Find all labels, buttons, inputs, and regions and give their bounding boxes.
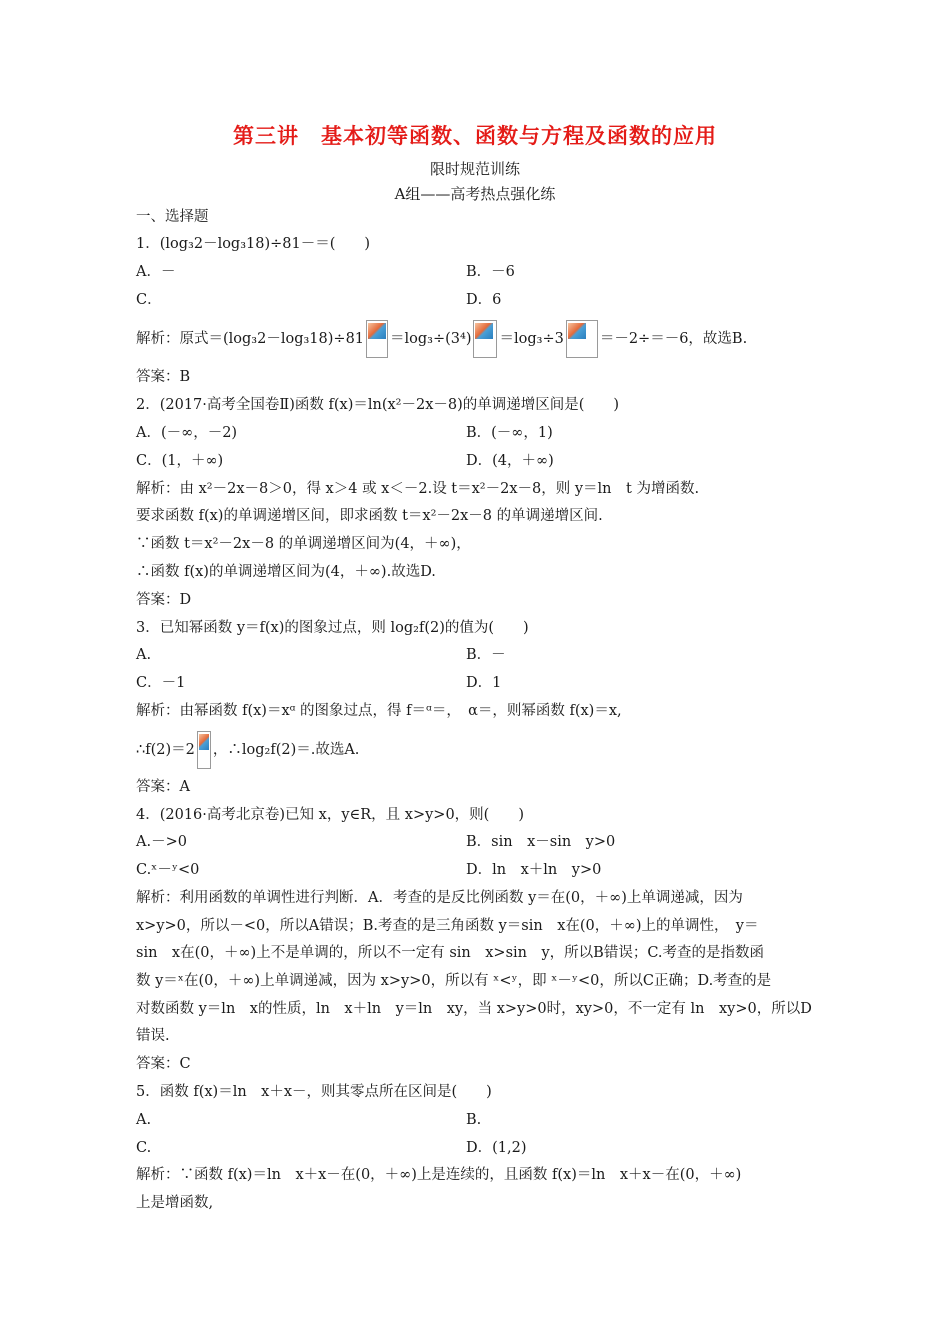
question-4: 4．(2016·高考北京卷)已知 x，y∈R，且 x>y>0，则( ) (136, 807, 524, 823)
q4-option-a: A.－>0 (136, 834, 187, 850)
q1-answer: 答案：B (136, 369, 191, 385)
q1-option-a: A．－ (136, 264, 176, 280)
subtitle-practice: 限时规范训练 (429, 160, 520, 178)
q4-solution-line4: 数 y＝ˣ在(0，＋∞)上单调递减，因为 x>y>0，所以有 ˣ<ʸ，即 ˣ－ʸ<0，所以C正确；D.考查的是 (136, 973, 772, 989)
q5-option-d: D．(1,2) (466, 1140, 527, 1156)
q3-answer: 答案：A (136, 779, 190, 795)
q4-option-d: D．ln x＋ln y>0 (466, 862, 602, 878)
q5-option-a: A. (136, 1112, 152, 1128)
q3-solution-part2: ，∴log₂f(2)＝.故选A. (212, 742, 360, 758)
q3-solution-line2 (136, 731, 359, 769)
q2-option-c: C．(1，＋∞) (136, 453, 224, 469)
q3-option-b: B．－ (466, 647, 506, 663)
q1-solution-part3: ＝log₃÷3 (499, 331, 564, 347)
page-title: 第三讲 基本初等函数、函数与方程及函数的应用 (233, 123, 717, 148)
section-heading: 一、选择题 (136, 209, 209, 225)
broken-image-icon (566, 320, 598, 358)
q5-option-c: C. (136, 1140, 152, 1156)
broken-image-icon (197, 731, 211, 769)
q2-answer: 答案：D (136, 592, 192, 608)
q3-option-c: C．－1 (136, 675, 186, 691)
q3-solution-line1: 解析：由幂函数 f(x)＝xᵅ 的图象过点，得 f＝ᵅ＝， α＝，则幂函数 f(x)＝x, (136, 703, 622, 719)
q3-option-d: D．1 (466, 675, 502, 691)
q1-solution (136, 320, 747, 358)
question-1: 1．(log₃2－log₃18)÷81－＝( ) (136, 236, 371, 252)
q4-solution-line1: 解析：利用函数的单调性进行判断．A．考查的是反比例函数 y＝在(0，＋∞)上单调递减，因为 (136, 890, 743, 906)
q1-option-b: B．－6 (466, 264, 515, 280)
q4-solution-line2: x>y>0，所以－<0，所以A错误；B.考查的是三角函数 y＝sin x在(0，＋∞)上的单调性， y＝ (136, 918, 759, 934)
q4-answer: 答案：C (136, 1056, 191, 1072)
q2-option-d: D．(4，＋∞) (466, 453, 554, 469)
q4-option-c: C.ˣ－ʸ<0 (136, 862, 200, 878)
q1-solution-part4: ＝－2÷＝－6，故选B. (599, 331, 748, 347)
q2-option-a: A．(－∞，－2) (136, 425, 238, 441)
q2-solution-line4: ∴函数 f(x)的单调递增区间为(4，＋∞).故选D. (136, 564, 436, 580)
q1-solution-part1: 解析：原式＝(log₃2－log₃18)÷81 (136, 331, 365, 347)
q4-option-b: B．sin x－sin y>0 (466, 834, 616, 850)
question-5: 5．函数 f(x)＝ln x＋x－，则其零点所在区间是( ) (136, 1084, 492, 1100)
q2-solution-line1: 解析：由 x²－2x－8＞0，得 x＞4 或 x＜－2.设 t＝x²－2x－8，则 y＝ln t 为增函数. (136, 481, 700, 497)
q5-solution-line1: 解析：∵函数 f(x)＝ln x＋x－在(0，＋∞)上是连续的，且函数 f(x)＝ln x＋x－在(0，＋∞) (136, 1167, 742, 1183)
broken-image-icon (366, 320, 388, 358)
q4-solution-line6: 错误. (136, 1028, 170, 1044)
question-3: 3．已知幂函数 y＝f(x)的图象过点，则 log₂f(2)的值为( ) (136, 620, 529, 636)
q5-solution-line2: 上是增函数, (136, 1195, 214, 1211)
broken-image-icon (473, 320, 497, 358)
q3-option-a: A. (136, 647, 152, 663)
q2-option-b: B．(－∞，1) (466, 425, 553, 441)
q2-solution-line2: 要求函数 f(x)的单调递增区间，即求函数 t＝x²－2x－8 的单调递增区间. (136, 508, 603, 524)
q4-solution-line5: 对数函数 y＝ln x的性质，ln x＋ln y＝ln xy，当 x>y>0时，xy>0，不一定有 ln xy>0，所以D (136, 1001, 812, 1017)
q1-option-d: D．6 (466, 292, 502, 308)
q1-solution-part2: ＝log₃÷(3⁴) (390, 331, 472, 347)
q5-option-b: B. (466, 1112, 482, 1128)
q4-solution-line3: sin x在(0，＋∞)上不是单调的，所以不一定有 sin x>sin y，所以B错误；C.考查的是指数函 (136, 945, 765, 961)
q3-solution-part1: ∴f(2)＝2 (136, 742, 195, 758)
question-2: 2．(2017·高考全国卷Ⅱ)函数 f(x)＝ln(x²－2x－8)的单调递增区间是( ) (136, 397, 620, 413)
q1-option-c: C． (136, 292, 162, 308)
subtitle-group: A组——高考热点强化练 (394, 185, 556, 203)
q2-solution-line3: ∵函数 t＝x²－2x－8 的单调递增区间为(4，＋∞)， (136, 536, 471, 552)
